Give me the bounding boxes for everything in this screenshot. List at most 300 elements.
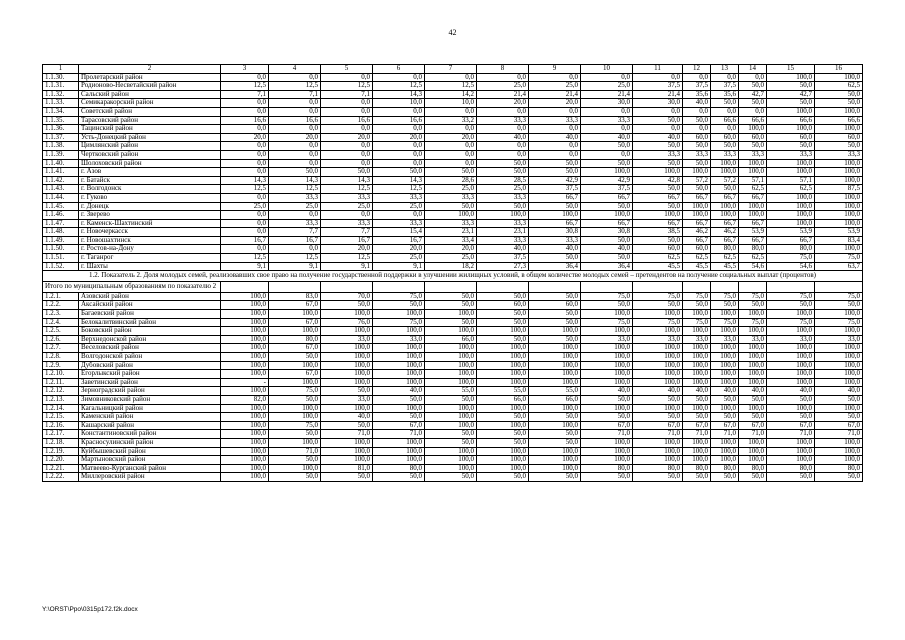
value-cell: 50,0 — [529, 430, 581, 439]
value-cell: 0,0 — [373, 142, 425, 151]
value-cell: 0,0 — [321, 150, 373, 159]
table-row — [43, 361, 863, 370]
value-cell: 0,0 — [321, 211, 373, 220]
row-code: 1.2.5. — [43, 327, 79, 336]
value-cell: 12,5 — [269, 254, 321, 263]
municipality-name: г. Гуково — [79, 193, 221, 202]
value-cell: 50,0 — [425, 438, 477, 447]
value-cell: 66,7 — [633, 193, 683, 202]
value-cell: 67,0 — [739, 421, 767, 430]
value-cell: 100,0 — [815, 447, 863, 456]
value-cell: 100,0 — [739, 202, 767, 211]
row-code: 1.1.42. — [43, 176, 79, 185]
value-cell: 100,0 — [739, 310, 767, 319]
value-cell: 100,0 — [767, 361, 815, 370]
value-cell: 100,0 — [529, 464, 581, 473]
value-cell: 60,0 — [633, 245, 683, 254]
value-cell: 100,0 — [633, 344, 683, 353]
value-cell: 50,0 — [425, 292, 477, 301]
value-cell: 50,0 — [477, 168, 529, 177]
value-cell: 100,0 — [739, 438, 767, 447]
value-cell: 100,0 — [425, 310, 477, 319]
table-row — [43, 370, 863, 379]
value-cell: 100,0 — [739, 456, 767, 465]
row-code: 1.1.45. — [43, 202, 79, 211]
value-cell: 100,0 — [529, 421, 581, 430]
value-cell: 100,0 — [711, 327, 739, 336]
value-cell: 0,0 — [477, 73, 529, 82]
value-cell: 100,0 — [477, 447, 529, 456]
row-code: 1.2.8. — [43, 353, 79, 362]
row-code: 1.1.31. — [43, 82, 79, 91]
column-number: 4 — [269, 65, 321, 74]
value-cell: 36,4 — [581, 262, 633, 271]
value-cell: 37,5 — [529, 185, 581, 194]
table-row — [43, 413, 863, 422]
value-cell: 33,0 — [683, 335, 711, 344]
value-cell: 100,0 — [529, 378, 581, 387]
value-cell: 50,0 — [683, 185, 711, 194]
value-cell: 12,5 — [321, 185, 373, 194]
empty-cell — [269, 282, 321, 293]
value-cell: 100,0 — [711, 211, 739, 220]
value-cell: 100,0 — [477, 327, 529, 336]
value-cell: 66,7 — [739, 193, 767, 202]
value-cell: 100,0 — [477, 353, 529, 362]
value-cell: 100,0 — [711, 404, 739, 413]
value-cell: 100,0 — [477, 361, 529, 370]
value-cell: 20,0 — [321, 133, 373, 142]
value-cell: 83,4 — [815, 236, 863, 245]
value-cell: 100,0 — [633, 438, 683, 447]
value-cell: 50,0 — [683, 159, 711, 168]
value-cell: 100,0 — [739, 211, 767, 220]
value-cell: 33,3 — [373, 219, 425, 228]
value-cell: 36,4 — [529, 262, 581, 271]
value-cell: 54,6 — [739, 262, 767, 271]
value-cell: 0,0 — [633, 73, 683, 82]
value-cell: 20,0 — [321, 245, 373, 254]
table-row — [43, 473, 863, 482]
value-cell: 0,0 — [373, 159, 425, 168]
value-cell: 0,0 — [425, 107, 477, 116]
value-cell: 100,0 — [815, 159, 863, 168]
value-cell: 0,0 — [321, 107, 373, 116]
table-row — [43, 82, 863, 91]
value-cell: 100,0 — [683, 211, 711, 220]
empty-cell — [221, 282, 269, 293]
value-cell: 100,0 — [373, 310, 425, 319]
value-cell: 23,1 — [477, 228, 529, 237]
value-cell: 67,0 — [767, 421, 815, 430]
value-cell: 40,0 — [581, 245, 633, 254]
value-cell: 57,1 — [767, 176, 815, 185]
column-number: 11 — [633, 65, 683, 74]
value-cell: 20,0 — [269, 133, 321, 142]
value-cell: 50,0 — [633, 473, 683, 482]
value-cell: 100,0 — [269, 413, 321, 422]
value-cell: 0,0 — [373, 150, 425, 159]
value-cell: 75,0 — [739, 292, 767, 301]
value-cell: 33,3 — [321, 193, 373, 202]
value-cell: 40,0 — [711, 387, 739, 396]
value-cell: 33,3 — [477, 219, 529, 228]
value-cell: 10,0 — [373, 99, 425, 108]
value-cell: 100,0 — [221, 447, 269, 456]
value-cell: 50,0 — [425, 202, 477, 211]
row-code: 1.1.48. — [43, 228, 79, 237]
value-cell: 0,0 — [221, 211, 269, 220]
value-cell: 67,0 — [269, 344, 321, 353]
table-row — [43, 456, 863, 465]
value-cell: 100,0 — [581, 447, 633, 456]
value-cell: 100,0 — [221, 464, 269, 473]
value-cell: 14,3 — [373, 176, 425, 185]
value-cell: 100,0 — [633, 327, 683, 336]
value-cell: 100,0 — [711, 378, 739, 387]
value-cell: 100,0 — [767, 447, 815, 456]
row-code: 1.1.51. — [43, 254, 79, 263]
value-cell: 0,0 — [425, 150, 477, 159]
value-cell: 100,0 — [815, 361, 863, 370]
value-cell: 15,4 — [373, 228, 425, 237]
value-cell: 0,0 — [221, 73, 269, 82]
value-cell: 75,0 — [633, 318, 683, 327]
empty-cell — [767, 282, 815, 293]
table-row — [43, 344, 863, 353]
value-cell: 100,0 — [321, 327, 373, 336]
value-cell: 60,0 — [529, 301, 581, 310]
value-cell: 40,0 — [529, 133, 581, 142]
value-cell: 50,0 — [711, 413, 739, 422]
value-cell: 0,0 — [633, 107, 683, 116]
table-row — [43, 464, 863, 473]
value-cell: 0,0 — [221, 125, 269, 134]
value-cell: 37,5 — [711, 82, 739, 91]
value-cell: 100,0 — [425, 413, 477, 422]
value-cell: 80,0 — [633, 464, 683, 473]
value-cell: 60,0 — [815, 133, 863, 142]
value-cell: 50,0 — [633, 395, 683, 404]
value-cell: 10,0 — [425, 99, 477, 108]
value-cell: 62,5 — [633, 254, 683, 263]
value-cell: 33,3 — [711, 150, 739, 159]
value-cell: 75,0 — [269, 421, 321, 430]
value-cell: 50,0 — [477, 318, 529, 327]
value-cell: 100,0 — [767, 211, 815, 220]
value-cell: 75,0 — [815, 318, 863, 327]
value-cell: 0,0 — [221, 228, 269, 237]
value-cell: 50,0 — [425, 395, 477, 404]
municipality-name: Шолоховский район — [79, 159, 221, 168]
value-cell: 100,0 — [529, 211, 581, 220]
value-cell: 75,0 — [269, 387, 321, 396]
value-cell: 50,0 — [269, 168, 321, 177]
value-cell: 20,0 — [373, 245, 425, 254]
section-heading: 1.2. Показатель 2. Доля молодых семей, реализовавших свое право на получение государственной поддержки в улучшении жилищных условий, в общем количестве молодых семей – претендентов на получение социальных выплат (процентов) — [43, 271, 863, 282]
value-cell: 0,0 — [529, 142, 581, 151]
value-cell: 50,0 — [767, 413, 815, 422]
table-row — [43, 142, 863, 151]
value-cell: 9,1 — [269, 262, 321, 271]
column-number: 12 — [683, 65, 711, 74]
value-cell: 100,0 — [477, 211, 529, 220]
table-row — [43, 430, 863, 439]
value-cell: 100,0 — [477, 421, 529, 430]
value-cell: 50,0 — [815, 142, 863, 151]
municipality-name: Семикаракорский район — [79, 99, 221, 108]
table-row — [43, 447, 863, 456]
municipality-name: Боковский район — [79, 327, 221, 336]
municipality-name: Пролетарский район — [79, 73, 221, 82]
value-cell: 75,0 — [767, 254, 815, 263]
value-cell: 42,7 — [767, 90, 815, 99]
value-cell: 57,1 — [739, 176, 767, 185]
value-cell: 100,0 — [711, 353, 739, 362]
value-cell: 54,6 — [767, 262, 815, 271]
value-cell: 50,0 — [373, 395, 425, 404]
row-code: 1.1.50. — [43, 245, 79, 254]
value-cell: 33,3 — [269, 193, 321, 202]
value-cell: 100,0 — [683, 361, 711, 370]
row-code: 1.1.44. — [43, 193, 79, 202]
value-cell: 100,0 — [711, 370, 739, 379]
value-cell: 100,0 — [739, 344, 767, 353]
value-cell: 50,0 — [683, 116, 711, 125]
value-cell: 50,0 — [767, 473, 815, 482]
value-cell: 75,0 — [581, 292, 633, 301]
value-cell: 100,0 — [815, 327, 863, 336]
value-cell: 20,0 — [477, 99, 529, 108]
value-cell: 33,3 — [529, 116, 581, 125]
value-cell: 50,0 — [425, 168, 477, 177]
value-cell: 66,7 — [683, 193, 711, 202]
value-cell: 66,6 — [815, 116, 863, 125]
value-cell: 0,0 — [581, 73, 633, 82]
empty-cell — [529, 282, 581, 293]
value-cell: 80,0 — [373, 464, 425, 473]
value-cell: 50,0 — [581, 473, 633, 482]
value-cell: 100,0 — [767, 344, 815, 353]
indicator-table — [42, 64, 863, 482]
column-number: 15 — [767, 65, 815, 74]
table-body — [43, 65, 863, 482]
value-cell: 100,0 — [529, 353, 581, 362]
municipality-name: г. Новочеркасск — [79, 228, 221, 237]
value-cell: 50,0 — [633, 202, 683, 211]
municipality-name: Мартыновский район — [79, 456, 221, 465]
subtotal-label: Итого по муниципальным образованиям по показателю 2 — [43, 282, 221, 293]
value-cell: 100,0 — [425, 361, 477, 370]
value-cell: 67,0 — [269, 301, 321, 310]
municipality-name: Тарасовский район — [79, 116, 221, 125]
value-cell: 76,0 — [321, 318, 373, 327]
value-cell: 0,0 — [633, 125, 683, 134]
value-cell: 20,0 — [373, 133, 425, 142]
empty-cell — [739, 282, 767, 293]
value-cell: 100,0 — [425, 421, 477, 430]
value-cell: 60,0 — [477, 301, 529, 310]
value-cell: 66,7 — [739, 236, 767, 245]
value-cell: 16,7 — [221, 236, 269, 245]
empty-cell — [373, 282, 425, 293]
value-cell: 75,0 — [373, 318, 425, 327]
value-cell: 50,0 — [633, 159, 683, 168]
municipality-name: г. Новошахтинск — [79, 236, 221, 245]
value-cell: 100,0 — [767, 202, 815, 211]
value-cell: 50,0 — [529, 292, 581, 301]
value-cell: 100,0 — [739, 404, 767, 413]
municipality-name: Константиновский район — [79, 430, 221, 439]
value-cell: 50,0 — [477, 159, 529, 168]
value-cell: 50,0 — [633, 236, 683, 245]
value-cell: 16,6 — [321, 116, 373, 125]
value-cell: 40,0 — [477, 245, 529, 254]
value-cell: 82,0 — [221, 395, 269, 404]
municipality-name: Зерноградский район — [79, 387, 221, 396]
row-code: 1.1.46. — [43, 211, 79, 220]
value-cell: 75,0 — [815, 254, 863, 263]
value-cell: 100,0 — [529, 361, 581, 370]
value-cell: 71,0 — [373, 430, 425, 439]
value-cell: 100,0 — [767, 370, 815, 379]
value-cell: 0,0 — [373, 107, 425, 116]
value-cell: 100,0 — [767, 310, 815, 319]
value-cell: 100,0 — [529, 447, 581, 456]
value-cell: 70,0 — [321, 292, 373, 301]
value-cell: 50,0 — [529, 413, 581, 422]
value-cell: 14,3 — [321, 176, 373, 185]
value-cell: 75,0 — [711, 292, 739, 301]
value-cell: 30,8 — [529, 228, 581, 237]
value-cell: 50,0 — [581, 413, 633, 422]
indicator-table-container — [42, 64, 862, 482]
value-cell: 100,0 — [529, 456, 581, 465]
value-cell: 42,8 — [633, 176, 683, 185]
value-cell: 80,0 — [767, 464, 815, 473]
value-cell: 71,0 — [581, 430, 633, 439]
row-code: 1.2.11. — [43, 378, 79, 387]
municipality-name: Веселовский район — [79, 344, 221, 353]
municipality-name: Сальский район — [79, 90, 221, 99]
value-cell: 50,0 — [529, 438, 581, 447]
value-cell: 50,0 — [739, 142, 767, 151]
value-cell: 0,0 — [425, 73, 477, 82]
value-cell: 100,0 — [581, 361, 633, 370]
value-cell: 100,0 — [373, 456, 425, 465]
row-code: 1.2.13. — [43, 395, 79, 404]
table-row — [43, 301, 863, 310]
value-cell: 100,0 — [815, 370, 863, 379]
municipality-name: Чертковский район — [79, 150, 221, 159]
value-cell: 50,0 — [633, 185, 683, 194]
value-cell: 66,7 — [581, 219, 633, 228]
value-cell: 100,0 — [711, 202, 739, 211]
value-cell: 0,0 — [221, 99, 269, 108]
value-cell: 100,0 — [221, 327, 269, 336]
value-cell: 42,9 — [581, 176, 633, 185]
value-cell: 0,0 — [373, 73, 425, 82]
value-cell: 50,0 — [477, 413, 529, 422]
value-cell: 50,0 — [373, 473, 425, 482]
value-cell: 27,3 — [477, 262, 529, 271]
value-cell: 100,0 — [815, 202, 863, 211]
value-cell: 25,0 — [477, 82, 529, 91]
value-cell: 66,6 — [767, 116, 815, 125]
value-cell: 100,0 — [321, 344, 373, 353]
value-cell: 100,0 — [373, 378, 425, 387]
value-cell: 50,0 — [581, 395, 633, 404]
row-code: 1.1.36. — [43, 125, 79, 134]
value-cell: 50,0 — [477, 310, 529, 319]
value-cell: 67,0 — [373, 421, 425, 430]
value-cell: 50,0 — [477, 438, 529, 447]
value-cell: 0,0 — [321, 73, 373, 82]
value-cell: 100,0 — [221, 413, 269, 422]
value-cell: 100,0 — [269, 327, 321, 336]
value-cell: 40,0 — [373, 387, 425, 396]
value-cell: 100,0 — [477, 378, 529, 387]
value-cell: 0,0 — [269, 125, 321, 134]
value-cell: 100,0 — [477, 404, 529, 413]
value-cell: 50,0 — [529, 318, 581, 327]
value-cell: 100,0 — [373, 353, 425, 362]
value-cell: 16,6 — [269, 116, 321, 125]
table-row — [43, 335, 863, 344]
value-cell: 100,0 — [767, 378, 815, 387]
value-cell: 80,0 — [739, 464, 767, 473]
row-code: 1.2.12. — [43, 387, 79, 396]
empty-cell — [815, 282, 863, 293]
value-cell: 12,5 — [269, 82, 321, 91]
table-row — [43, 219, 863, 228]
column-number: 14 — [739, 65, 767, 74]
value-cell: 50,0 — [633, 142, 683, 151]
value-cell: 100,0 — [739, 370, 767, 379]
value-cell: 0,0 — [529, 73, 581, 82]
value-cell: 100,0 — [767, 438, 815, 447]
value-cell: 100,0 — [767, 73, 815, 82]
value-cell: 67,0 — [683, 421, 711, 430]
value-cell: 80,0 — [767, 245, 815, 254]
value-cell: 33,3 — [739, 150, 767, 159]
value-cell: 40,0 — [815, 387, 863, 396]
value-cell: 100,0 — [815, 176, 863, 185]
value-cell: 40,0 — [581, 387, 633, 396]
value-cell: 50,0 — [529, 168, 581, 177]
value-cell: 100,0 — [269, 378, 321, 387]
table-row — [43, 168, 863, 177]
empty-cell — [425, 282, 477, 293]
value-cell: 100,0 — [477, 456, 529, 465]
value-cell: 0,0 — [373, 125, 425, 134]
row-code: 1.1.40. — [43, 159, 79, 168]
value-cell: 33,3 — [581, 116, 633, 125]
municipality-name: Кашарский район — [79, 421, 221, 430]
column-number: 6 — [373, 65, 425, 74]
value-cell: 66,7 — [529, 193, 581, 202]
value-cell: 100,0 — [711, 310, 739, 319]
value-cell: 100,0 — [711, 344, 739, 353]
value-cell: 100,0 — [477, 464, 529, 473]
value-cell: 100,0 — [683, 202, 711, 211]
value-cell: 100,0 — [529, 404, 581, 413]
value-cell: 87,5 — [815, 185, 863, 194]
value-cell: 100,0 — [815, 107, 863, 116]
value-cell: 0,0 — [269, 245, 321, 254]
column-number: 5 — [321, 65, 373, 74]
value-cell: 0,0 — [477, 142, 529, 151]
